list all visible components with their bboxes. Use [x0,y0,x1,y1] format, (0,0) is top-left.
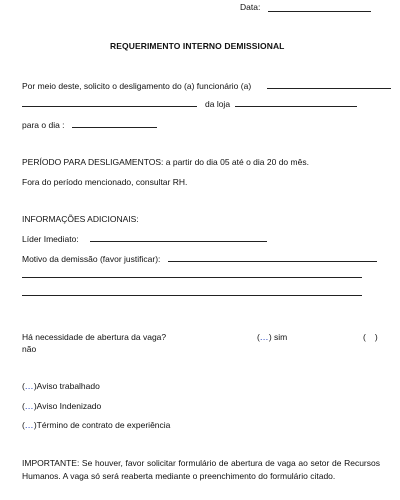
leader-field[interactable] [90,241,267,242]
check-mark-icon: … [259,332,269,342]
important-note: IMPORTANTE: Se houver, favor solicitar formulário de abertura de vaga ao setor de Recursos Humanos. A vaga só será reaberta mediante o preenchimento do formulário citado. [22,458,380,481]
reason-field-line-3[interactable] [22,295,362,296]
vacancy-yes-label: ) sim [268,332,288,342]
open-paren: ( [22,420,25,430]
close-paren: ) [374,332,378,342]
option-aviso-trabalhado[interactable] [22,382,100,391]
store-field[interactable] [235,106,357,107]
date-field[interactable] [268,11,371,12]
store-label: da loja [205,99,231,109]
open-paren: ( [22,401,25,411]
leader-label: Líder Imediato: [22,234,79,244]
reason-field[interactable] [168,261,377,262]
employee-name-field[interactable] [267,88,391,89]
period-note: Fora do período mencionado, consultar RH. [22,177,188,187]
reason-field-line-2[interactable] [22,277,362,278]
check-mark-icon: … [24,401,34,411]
check-mark-icon: … [24,381,34,391]
vacancy-no-label: não [22,344,37,354]
open-paren: ( [363,332,366,342]
option-aviso-indenizado[interactable] [22,402,101,411]
vacancy-yes-checkbox[interactable] [257,333,287,342]
open-paren: ( [257,332,260,342]
option-termino-contrato[interactable] [22,421,170,430]
period-text: PERÍODO PARA DESLIGAMENTOS: a partir do dia 05 até o dia 20 do mês. [22,157,309,167]
option-label: )Aviso trabalhado [33,381,100,391]
open-paren: ( [22,381,25,391]
day-label: para o dia : [22,120,65,130]
date-label: Data: [240,2,261,12]
document-title: REQUERIMENTO INTERNO DEMISSIONAL [110,41,285,51]
request-text: Por meio deste, solicito o desligamento do (a) funcionário (a) [22,81,252,91]
option-label: )Término de contrato de experiência [33,420,171,430]
check-mark-icon: … [24,420,34,430]
vacancy-no-checkbox[interactable] [363,333,378,342]
reason-label: Motivo da demissão (favor justificar): [22,254,161,264]
day-field[interactable] [72,127,157,128]
additional-info-heading: INFORMAÇÕES ADICIONAIS: [22,214,139,224]
option-label: )Aviso Indenizado [33,401,102,411]
employee-name-field-continued[interactable] [22,106,197,107]
vacancy-question: Há necessidade de abertura da vaga? [22,332,167,342]
